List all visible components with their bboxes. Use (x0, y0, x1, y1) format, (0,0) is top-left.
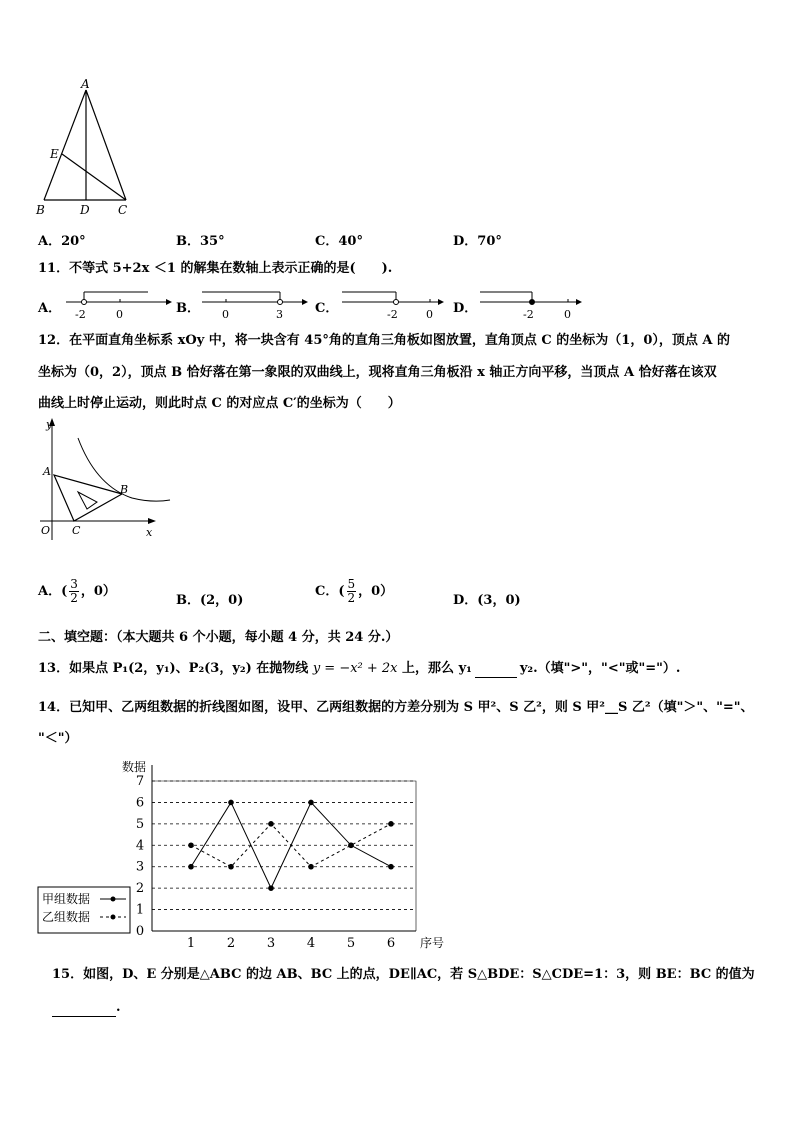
y-tick-label: 5 (135, 816, 145, 832)
q13 (38, 661, 680, 678)
tick-label: 0 (222, 308, 229, 321)
tick-label: 0 (426, 308, 433, 321)
q13-after: y₂.（填">"，"<"或"="）. (519, 661, 681, 676)
data-point (188, 864, 194, 870)
q13-before: 13．如果点 P₁(2，y₁)、P₂(3，y₂) 在抛物线 (38, 661, 309, 676)
fraction-denominator: 2 (70, 591, 78, 605)
y-tick-label: 6 (135, 795, 145, 811)
label-y: y (46, 418, 53, 431)
label-D: D (80, 203, 90, 217)
q11-numberline-d (476, 288, 586, 324)
q14-line1: 14．已知甲、乙两组数据的折线图如图，设甲、乙两组数据的方差分别为 S 甲²、S 乙²，则 S 甲²__S 乙²（填"＞"、"="、 (38, 700, 754, 715)
x-tick-label: 4 (306, 936, 316, 951)
fraction-denominator: 2 (347, 591, 356, 605)
label-B: B (36, 203, 45, 217)
q11-option-d-letter: D． (453, 301, 478, 316)
label-x: x (146, 526, 153, 539)
data-point (388, 864, 394, 870)
q12-option-a-fraction (69, 578, 79, 605)
q11-option-b-letter: B． (176, 301, 200, 316)
data-point (268, 821, 274, 827)
tick-label: 3 (276, 308, 283, 321)
data-point (228, 800, 234, 806)
q15-suffix: . (116, 1000, 121, 1015)
q13-middle: 上，那么 y₁ (402, 661, 472, 676)
q14-line2: "＜"） (38, 731, 78, 746)
q15-line1: 15．如图，D、E 分别是△ABC 的边 AB、BC 上的点，DE∥AC，若 S△BDE：S△CDE=1：3，则 BE：BC 的值为 (52, 967, 755, 982)
q12-option-a-suffix: ，0） (80, 584, 116, 599)
x-axis-title: 序号 (420, 936, 445, 950)
q15-line2 (52, 1000, 121, 1017)
q12-option-c-prefix: C．( (315, 584, 345, 599)
x-tick-label: 1 (186, 936, 196, 951)
legend-label: 甲组数据 (42, 892, 91, 906)
y-tick-label: 4 (135, 838, 145, 854)
data-point (268, 885, 274, 891)
x-tick-label: 5 (346, 936, 356, 951)
q12-option-d: D．(3，0) (453, 593, 521, 608)
data-point (308, 864, 314, 870)
tick-label: -2 (387, 308, 398, 321)
data-point (388, 821, 394, 827)
tick-label: -2 (523, 308, 534, 321)
y-tick-label: 1 (135, 902, 145, 918)
q12-figure (36, 416, 176, 544)
q11-numberline-c (338, 288, 448, 324)
label-B: B (120, 483, 129, 496)
q13-answer-blank[interactable] (475, 661, 517, 678)
q12-option-a (38, 578, 116, 605)
y-tick-label: 2 (135, 881, 145, 897)
y-tick-label: 7 (135, 774, 145, 789)
y-tick-label: 3 (135, 859, 145, 875)
q11-option-a-letter: A． (38, 301, 62, 316)
data-point (308, 800, 314, 806)
label-A: A (43, 465, 51, 478)
q12-option-a-prefix: A．( (38, 584, 68, 599)
label-C: C (118, 203, 128, 217)
y-tick-label: 0 (135, 924, 145, 939)
q11-numberline-a (62, 288, 172, 324)
q12-option-b: B．(2，0) (176, 593, 244, 608)
label-O: O (41, 524, 51, 537)
data-point (188, 842, 194, 848)
chart-legend (38, 887, 130, 933)
q12-line1: 12．在平面直角坐标系 xOy 中，将一块含有 45°角的直角三角板如图放置，直角顶点 C 的坐标为（1，0），顶点 A 的 (38, 333, 731, 348)
data-point (228, 864, 234, 870)
q11-stem: 11．不等式 5+2x ＜1 的解集在数轴上表示正确的是( ). (38, 261, 393, 276)
line-chart (36, 755, 456, 953)
q12-option-c-suffix: ，0） (358, 584, 394, 599)
label-E: E (50, 147, 59, 161)
q10-option-c: C．40° (315, 234, 363, 249)
section-2-heading: 二、填空题：（本大题共 6 个小题，每小题 4 分，共 24 分.） (38, 630, 399, 645)
legend-label: 乙组数据 (42, 910, 91, 924)
q10-option-b: B．35° (176, 234, 225, 249)
q12-option-c (315, 578, 393, 605)
q10-option-a: A．20° (38, 234, 86, 249)
q11-option-c-letter: C． (315, 301, 339, 316)
q12-line3: 曲线上时停止运动，则此时点 C 的对应点 C′的坐标为（ ） (38, 396, 401, 411)
tick-label: -2 (75, 308, 86, 321)
q10-option-d: D．70° (453, 234, 502, 249)
y-axis-title: 数据 (122, 760, 147, 774)
triangle-figure (30, 78, 140, 218)
x-tick-label: 2 (226, 936, 236, 951)
label-A: A (81, 78, 90, 91)
fraction-numerator: 3 (70, 577, 78, 591)
q12-option-c-fraction (347, 578, 357, 605)
q15-answer-blank[interactable] (52, 1000, 116, 1017)
tick-label: 0 (564, 308, 571, 321)
q11-numberline-b (198, 288, 308, 324)
data-point (348, 842, 354, 848)
x-tick-label: 6 (386, 936, 396, 951)
tick-label: 0 (116, 308, 123, 321)
fraction-numerator: 5 (347, 577, 356, 591)
right-border (152, 781, 416, 931)
q13-formula: y = −x² + 2x (312, 661, 398, 676)
x-tick-label: 3 (266, 936, 276, 951)
label-C: C (72, 524, 81, 537)
q12-line2: 坐标为（0，2），顶点 B 恰好落在第一象限的双曲线上，现将直角三角板沿 x 轴正方向平移，当顶点 A 恰好落在该双 (38, 365, 717, 380)
